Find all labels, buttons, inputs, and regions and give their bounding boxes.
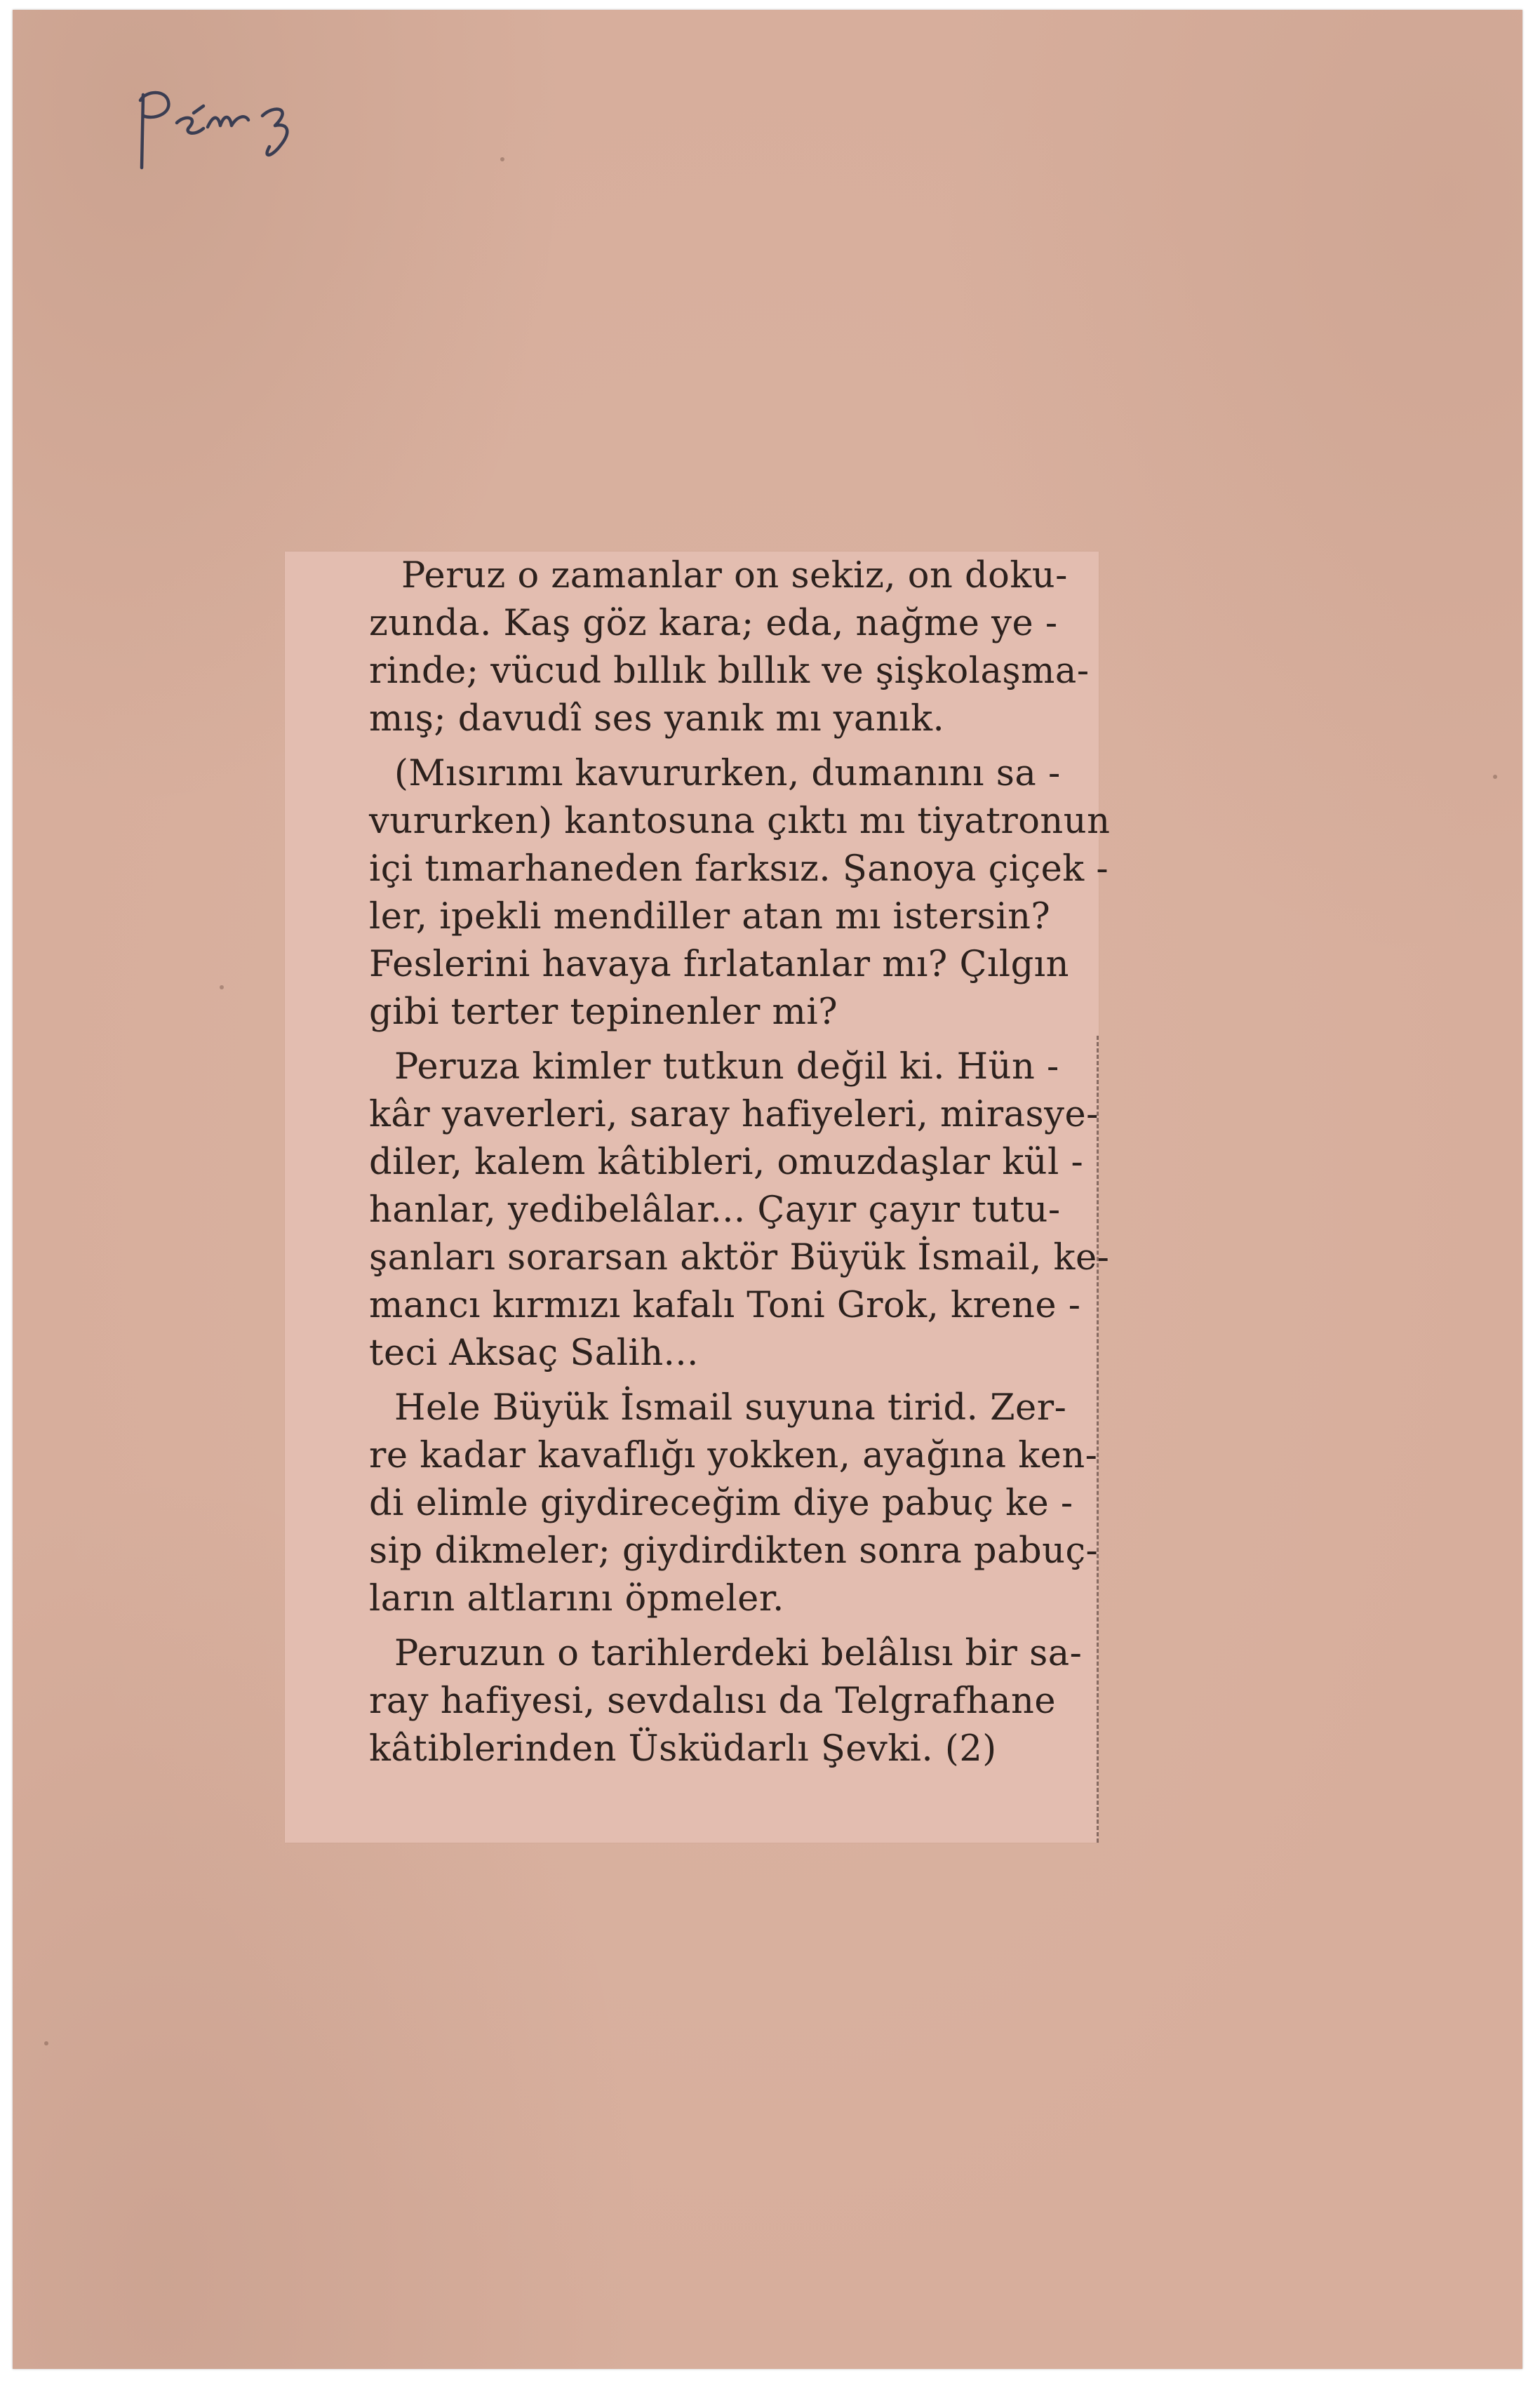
handwritten-note bbox=[125, 76, 335, 175]
text-line: kâtiblerinden Üsküdarlı Şevki. (2) bbox=[369, 1728, 997, 1770]
text-line: içi tımarhaneden farksız. Şanoya çiçek - bbox=[369, 848, 1109, 890]
text-line: di elimle giydireceğim diye pabuç ke - bbox=[369, 1483, 1073, 1524]
text-line: hanlar, yedibelâlar... Çayır çayır tutu- bbox=[369, 1189, 1061, 1231]
text-line: ler, ipekli mendiller atan mı istersin? bbox=[369, 896, 1051, 937]
newspaper-clipping bbox=[285, 552, 1111, 1843]
text-line: şanları sorarsan aktör Büyük İsmail, ke- bbox=[369, 1237, 1110, 1279]
text-line: (Mısırımı kavururken, dumanını sa - bbox=[394, 753, 1061, 794]
text-line: re kadar kavaflığı yokken, ayağına ken- bbox=[369, 1435, 1098, 1476]
text-line: mancı kırmızı kafalı Toni Grok, krene - bbox=[369, 1285, 1081, 1326]
text-line: Peruz o zamanlar on sekiz, on doku- bbox=[401, 555, 1068, 596]
text-line: Feslerini havaya fırlatanlar mı? Çılgın bbox=[369, 944, 1069, 985]
text-line: kâr yaverleri, saray hafiyeleri, mirasye- bbox=[369, 1094, 1099, 1135]
paper-speck bbox=[220, 985, 224, 989]
text-line: Peruza kimler tutkun değil ki. Hün - bbox=[394, 1046, 1059, 1088]
paper-speck bbox=[500, 157, 504, 161]
text-line: ray hafiyesi, sevdalısı da Telgrafhane bbox=[369, 1681, 1057, 1722]
text-line: Hele Büyük İsmail suyuna tirid. Zer- bbox=[394, 1387, 1067, 1429]
text-line: zunda. Kaş göz kara; eda, nağme ye - bbox=[369, 603, 1058, 644]
paper-speck bbox=[44, 2041, 48, 2045]
text-line: gibi terter tepinenler mi? bbox=[369, 992, 838, 1033]
aged-paper-sheet bbox=[13, 10, 1522, 2369]
text-line: Peruzun o tarihlerdeki belâlısı bir sa- bbox=[394, 1633, 1083, 1674]
paper-speck bbox=[1493, 775, 1497, 779]
text-line: ların altlarını öpmeler. bbox=[369, 1578, 784, 1620]
text-line: rinde; vücud bıllık bıllık ve şişkolaşma- bbox=[369, 650, 1090, 692]
text-line: diler, kalem kâtibleri, omuzdaşlar kül - bbox=[369, 1142, 1084, 1183]
text-line: teci Aksaç Salih... bbox=[369, 1333, 699, 1374]
text-line: mış; davudî ses yanık mı yanık. bbox=[369, 698, 945, 740]
handwritten-note-glyphs bbox=[125, 76, 335, 175]
text-line: vururken) kantosuna çıktı mı tiyatronun bbox=[369, 801, 1111, 842]
text-line: sip dikmeler; giydirdikten sonra pabuç- bbox=[369, 1530, 1099, 1572]
